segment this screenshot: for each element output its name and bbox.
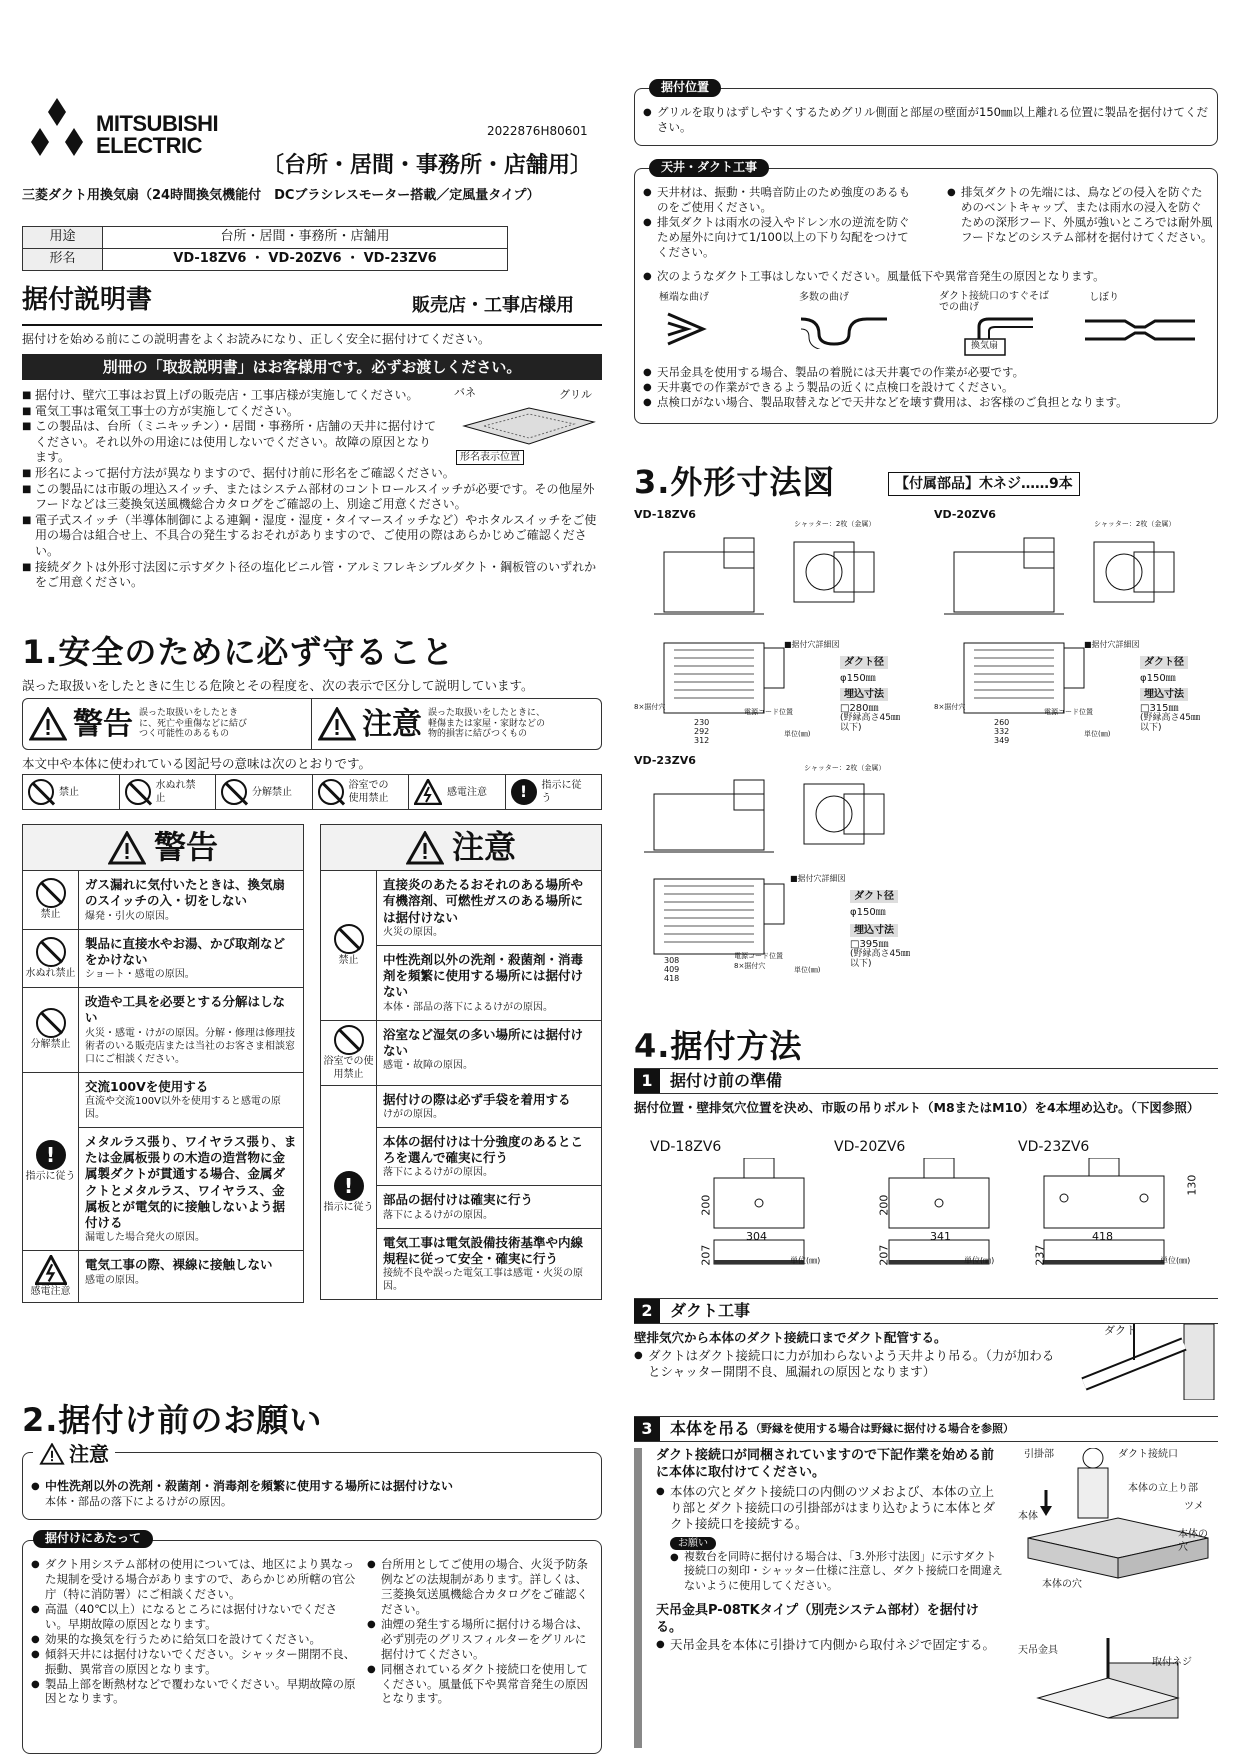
dim-h: 130 [1185, 1174, 1199, 1196]
multiple-bends-icon [799, 309, 889, 349]
caution-sub: 感電・故障の原因。 [383, 1060, 473, 1071]
icon-label: 浴室での使用禁止 [323, 1055, 374, 1080]
install-note: ● 効果的な換気を行うために給気口を設けてください。 [31, 1632, 357, 1647]
grille-label: グリル [559, 388, 592, 401]
model-name: VD-18ZV6 [634, 508, 696, 521]
dim-label: 312 [694, 736, 710, 745]
unit-label: 単位(㎜) [794, 966, 821, 974]
symbol-prohibit [23, 775, 120, 809]
shutter-label: シャッター：2枚（金属） [1094, 520, 1176, 528]
section1-intro: 誤った取扱いをしたときに生じる危険とその程度を、次の表示で区分して説明しています。 [22, 678, 534, 693]
dim-label: 308 [664, 956, 680, 965]
caution-main: 据付けの際は必ず手袋を着用する [383, 1091, 571, 1107]
duct-diameter-tag: ダクト径 [850, 890, 898, 903]
warning-triangle-icon [29, 707, 67, 741]
dim-w: 418 [1092, 1230, 1113, 1243]
avoid-label: ダクト接続口のすぐそばでの曲げ [939, 291, 1049, 313]
warning-desc: 誤った取扱いをしたときに、死亡や重傷などに結びつく可能性のあるもの [139, 707, 248, 740]
caution-word: 注意 [362, 706, 422, 742]
request-list [670, 1550, 1004, 1593]
duct-left-list [643, 185, 913, 260]
step3-bullet: ● 本体の穴とダクト接続口の内側のツメおよび、本体の立上り部とダクト接続口の引掛部がはまり込むように本体とダクト接続口を接続する。 [656, 1484, 1004, 1533]
symbol-label: 感電注意 [447, 786, 487, 798]
warning-main: 電気工事の際、裸線に接触しない [85, 1257, 273, 1273]
title-rule [22, 324, 602, 326]
unit-label: 単位(㎜) [1160, 1256, 1191, 1265]
fig-label: 本体の穴 [1178, 1529, 1208, 1553]
instruction-icon: ! [511, 779, 537, 805]
embed-note: (野縁高さ45㎜以下) [840, 713, 900, 733]
warning-triangle-icon [108, 831, 146, 865]
warning-row [23, 988, 303, 1073]
hanger-bullet: ● 天吊金具を本体に引掛けて内側から取付ネジで固定する。 [656, 1637, 1004, 1653]
fig-label: ツメ [1184, 1501, 1204, 1512]
sharp-bend-icon [663, 309, 713, 349]
model-name: VD-23ZV6 [634, 754, 696, 767]
no-water-icon [125, 779, 151, 805]
note-item: ■ 電気工事は電気工事士の方が実施してください。 [22, 404, 442, 420]
caution-triangle-icon [318, 707, 356, 741]
model-name: VD-18ZV6 [650, 1139, 722, 1155]
step1-figures [634, 1138, 1218, 1268]
caution-sub: 接続不良や誤った電気工事は感電・火災の原因。 [383, 1268, 583, 1292]
caution-table-header [321, 825, 601, 871]
install-note: ● ダクト用システム部材の使用については、地区により異なった規制を受ける場合がありますので、あらかじめ所轄の官公庁（特に消防署）にご相談ください。 [31, 1557, 357, 1602]
note-item: ■ 電子式スイッチ（半導体制御による連鋼・湿度・湿度・タイマースイッチなど）やホタルスイッチをご使用の場合は組合せ上、不具合の発生するおそれがありますので、ご使用の際はあらかじめご確認ください。 [22, 513, 602, 560]
model-name: VD-20ZV6 [834, 1139, 906, 1155]
dim-model-23 [634, 754, 924, 984]
note-item: ■ この製品には市販の埋込スイッチ、またはシステム部材のコントロールスイッチが必要です。その他屋外フードなどは三菱換気送風機総合カタログをご確認の上、別途ご用意ください。 [22, 482, 602, 513]
symbol-label: 指示に従う [541, 780, 582, 804]
ceiling-duct-title: 天井・ダクト工事 [649, 159, 769, 177]
avoid-figures [649, 291, 1209, 355]
vent-label: 換気扇 [971, 341, 999, 351]
note-item: ■ 据付け、壁穴工事はお買上げの販売店・工事店様が実施してください。 [22, 388, 442, 404]
step1-title: 据付け前の準備 [670, 1070, 783, 1090]
duct-diameter-tag: ダクト径 [1140, 656, 1188, 669]
side-view-drawing [634, 768, 924, 868]
caution-group [321, 871, 601, 1021]
screw-hole-label: 8×据付穴 [934, 703, 966, 711]
ceiling-duct-box [634, 160, 1218, 424]
spec-value: 台所・居間・事務所・店舗用 [103, 227, 508, 249]
duct-note: ● 排気ダクトの先端には、鳥などの侵入を防ぐためのベントキャップ、または雨水の浸入を防ぐための深形フード、外風が強いところでは耐外風フードなどのシステム部材を据付けてください。 [947, 185, 1213, 245]
dim-model-20 [934, 508, 1218, 748]
caution-table-title: 注意 [451, 827, 516, 866]
no-bathroom-icon [334, 1025, 364, 1055]
dim-d: 237 [1033, 1244, 1047, 1266]
dim-label: 292 [694, 727, 710, 736]
cord-label: 電源コード位置 [734, 952, 783, 960]
note-item: ■ 接続ダクトは外形寸法図に示すダクト径の塩化ビニル管・アルミフレキシブルダクト・鋼板管のいずれかをご用意ください。 [22, 560, 602, 591]
avoid-label: しぼり [1089, 292, 1119, 303]
avoid-label: 多数の曲げ [799, 292, 849, 303]
electric-shock-icon [414, 779, 442, 805]
fig-label: 本体の穴 [1042, 1579, 1082, 1590]
constriction-icon [1085, 315, 1195, 345]
warning-group [23, 1073, 303, 1252]
shutter-label: シャッター：2枚（金属） [794, 520, 876, 528]
spring-label: バネ [454, 386, 476, 399]
no-water-icon [36, 937, 66, 967]
caution-sub: 落下によるけがの原因。 [383, 1167, 493, 1179]
doc-code: 2022876H80601 [487, 124, 588, 138]
warning-sub: 爆発・引火の原因。 [85, 910, 175, 922]
step3-header [634, 1416, 1218, 1442]
unit-label: 単位(㎜) [784, 730, 811, 738]
duct-note: ● 天井材は、振動・共鳴音防止のため強度のあるものをご使用ください。 [643, 185, 913, 215]
avoid-label: 極端な曲げ [659, 292, 709, 303]
dim-label: 332 [994, 727, 1010, 736]
bottom-view-drawing [934, 638, 1134, 738]
install-note: ● 同梱されているダクト接続口を使用してください。風量低下や異常音発生の原因となります。 [367, 1662, 595, 1707]
step1-number: 1 [634, 1069, 660, 1093]
symbol-no-water [120, 775, 217, 809]
embed-tag: 埋込寸法 [840, 688, 888, 701]
model-name: VD-23ZV6 [1018, 1139, 1090, 1155]
electric-shock-icon [35, 1255, 67, 1285]
step3-number: 3 [634, 1417, 660, 1441]
caution-sub: 本体・部品の落下によるけがの原因。 [383, 1001, 553, 1013]
caution-main: 直接炎のあたるおそれのある場所や有機溶剤、可燃性ガスのある場所には据付けない [383, 877, 584, 925]
embed-size: □315㎜ [1140, 703, 1179, 714]
caution-sub: 落下によるけがの原因。 [383, 1209, 493, 1221]
ceiling-note: ● 天井裏での作業ができるよう製品の近くに点検口を設けてください。 [643, 380, 1213, 395]
icon-label: 感電注意 [30, 1286, 71, 1298]
install-notes-right [367, 1557, 595, 1706]
section3-title: 3.外形寸法図 [634, 463, 836, 501]
step2-title: ダクト工事 [670, 1300, 751, 1320]
caution-sub: けがの原因。 [383, 1108, 443, 1120]
icon-label: 禁止 [40, 909, 61, 921]
warning-sub: ショート・感電の原因。 [85, 969, 195, 980]
duct-diameter: φ150㎜ [1140, 673, 1176, 684]
fig-label: ダクト接続口 [1118, 1449, 1178, 1460]
install-notes-title: 据付けにあたって [33, 1530, 153, 1548]
warning-main: 交流100Vを使用する [85, 1078, 209, 1094]
section1-title: 1.安全のために必ず守ること [22, 633, 455, 671]
icon-label: 指示に従う [323, 1201, 374, 1213]
duct-note: ● 排気ダクトは雨水の浸入やドレン水の逆流を防ぐため屋外に向けて1/100以上の下り勾配をつけてください。 [643, 215, 913, 260]
fig-label: 天吊金具 [1018, 1645, 1058, 1656]
dim-label: 230 [694, 718, 710, 727]
section2-caution-word: 注意 [69, 1442, 109, 1466]
fig-label: 本体の立上り部 [1128, 1483, 1198, 1494]
section4-title: 4.据付方法 [634, 1027, 803, 1065]
symbol-label: 禁止 [59, 786, 79, 798]
warning-sub: 漏電した場合発火の原因。 [85, 1232, 205, 1244]
fig-label: 取付ネジ [1152, 1657, 1192, 1668]
step2-text: 壁排気穴から本体のダクト接続口までダクト配管する。 [634, 1330, 947, 1345]
prohibit-icon [28, 779, 54, 805]
step2-list [634, 1348, 1064, 1381]
step3-title: 本体を吊る [670, 1418, 751, 1438]
install-note: ● 傾斜天井には据付けないでください。シャッター開閉不良、振動、異常音の原因となります。 [31, 1647, 357, 1677]
page-title: 据付説明書 [22, 285, 153, 315]
icon-label: 水ぬれ禁止 [25, 967, 76, 979]
symbol-no-disassembly [216, 775, 313, 809]
brand-logo [22, 98, 262, 158]
banner: 別冊の「取扱説明書」はお客様用です。必ずお渡しください。 [22, 354, 602, 380]
symbols-intro: 本文中や本体に使われている図記号の意味は次のとおりです。 [22, 756, 372, 771]
ceiling-note: ● 点検口がない場合、製品取替えなどで天井などを壊す費用は、お客様のご負担となります。 [643, 395, 1213, 410]
note-item: ■ この製品は、台所（ミニキッチン）・居間・事務所・店舗の天井に据付けてください。それ以外の用途には使用しないでください。故障の原因となります。 [22, 419, 442, 466]
warning-row [23, 1251, 303, 1302]
grille-figure [454, 386, 604, 466]
warning-sub: 感電の原因。 [85, 1274, 145, 1286]
shutter-label: シャッター：2枚（金属） [804, 764, 886, 772]
section2-caution-main: ● 中性洗剤以外の洗剤・殺菌剤・消毒剤を頻繁に使用する場所には据付けない [31, 1479, 593, 1495]
instruction-icon: ! [334, 1171, 364, 1201]
warning-sub: 直流や交流100V以外を使用すると感電の原因。 [85, 1095, 281, 1120]
caution-sub: 火災の原因。 [383, 926, 443, 938]
caution-row [321, 1021, 601, 1086]
request-tag: お願い [670, 1537, 716, 1550]
section2-caution-sub: 本体・部品の落下によるけがの原因。 [45, 1494, 232, 1508]
caution-main: 電気工事は電気設備技術基準や内線規程に従って安全・確実に行う [383, 1234, 584, 1266]
side-view-drawing [934, 522, 1218, 632]
hanger-text: 天吊金具P-08TKタイプ（別売システム部材）を据付ける。 [656, 1603, 979, 1635]
bottom-view-drawing [634, 638, 834, 738]
install-note: ● 製品上部を断熱材などで覆わないでください。早期故障の原因となります。 [31, 1677, 357, 1707]
section2-title: 2.据付け前のお願い [22, 1401, 323, 1439]
embed-note: (野縁高さ45㎜以下) [1140, 713, 1200, 733]
screw-hole-label: 8×据付穴 [634, 703, 666, 711]
step2-number: 2 [634, 1299, 660, 1323]
step3-title-note: （野縁を使用する場合は野縁に据付ける場合を参照） [750, 1421, 1015, 1435]
caution-group [321, 1086, 601, 1300]
step3-lead: ダクト接続口が同梱されていますので下記作業を始める前に本体に取付けてください。 [656, 1448, 995, 1480]
mount-detail-label: ■据付穴詳細図 [1084, 640, 1140, 649]
warning-table-title: 警告 [153, 827, 218, 866]
embed-note: (野縁高さ45㎜以下) [850, 949, 910, 969]
dim-h: 200 [877, 1194, 891, 1216]
unit-label: 単位(㎜) [790, 1256, 821, 1265]
caution-main: 浴室など湿気の多い場所には据付けない [383, 1026, 584, 1058]
step3-list [656, 1484, 1004, 1533]
warning-table-header [23, 825, 303, 871]
caution-triangle-icon [39, 1443, 65, 1465]
caution-main: 中性洗剤以外の洗剤・殺菌剤・消毒剤を頻繁に使用する場所には据付けない [383, 951, 584, 1000]
caution-main: 部品の据付けは確実に行う [383, 1192, 534, 1208]
caution-main: 本体の据付けは十分強度のあるところを選んで確実に行う [383, 1133, 584, 1165]
location-title: 据付位置 [649, 79, 721, 97]
warning-word: 警告 [73, 706, 133, 742]
three-diamonds-icon [22, 98, 92, 158]
spec-label: 用途 [23, 227, 103, 249]
avoid-text: ● 次のようなダクト工事はしないでください。風量低下や異常音発生の原因となります。 [643, 269, 1213, 284]
section2-caution-box [22, 1442, 602, 1520]
duct-diameter-tag: ダクト径 [840, 656, 888, 669]
install-notes-box [22, 1531, 602, 1754]
symbol-label: 浴室での使用禁止 [348, 780, 389, 804]
brand-line2: ELECTRIC [96, 133, 202, 158]
location-box [634, 80, 1218, 146]
fig-label: 引掛部 [1024, 1449, 1054, 1460]
request-text: ● 複数台を同時に据付ける場合は、「3.外形寸法図」に示すダクト接続口の刻印・シャッター仕様に注意し、ダクト接続口を間違えないように使用してください。 [670, 1550, 1004, 1593]
nameplate-label: 形名表示位置 [456, 450, 524, 465]
dim-label: 418 [664, 974, 680, 983]
mount-detail-label: ■据付穴詳細図 [790, 874, 846, 883]
step1-text: 据付位置・壁排気穴位置を決め、市販の吊りボルト（M8またはM10）を4本埋め込む。（下図参照） [634, 1100, 1200, 1115]
install-note: ● 高温（40℃以上）になるところには据付けないでください。早期故障の原因となります。 [31, 1602, 357, 1632]
dim-label: 409 [664, 965, 680, 974]
screw-hole-label: 8×据付穴 [734, 962, 766, 970]
mount-detail-label: ■据付穴詳細図 [784, 640, 840, 649]
usage-heading: 〔台所・居間・事務所・店舗用〕 [262, 153, 593, 178]
prohibit-icon [36, 878, 66, 908]
dim-w: 304 [746, 1230, 767, 1243]
warning-row [23, 871, 303, 930]
no-bathroom-icon [318, 779, 344, 805]
step3-figure [1018, 1448, 1218, 1748]
fig-label: 本体 [1018, 1511, 1038, 1522]
no-disassembly-icon [221, 779, 247, 805]
dim-d: 207 [877, 1244, 891, 1266]
install-note: ● 台所用としてご使用の場合、火災予防条例などの法規制があります。詳しくは、三菱換気送風機総合カタログをご確認ください。 [367, 1557, 595, 1617]
dim-w: 341 [930, 1230, 951, 1243]
install-notes-left [31, 1557, 357, 1706]
dim-label: 349 [994, 736, 1010, 745]
accessory-label: 【付属部品】木ネジ……9本 [888, 472, 1080, 496]
unit-label: 単位(㎜) [1084, 730, 1111, 738]
symbol-follow [506, 775, 602, 809]
caution-desc: 誤った取扱いをしたときに、軽傷または家屋・家財などの物的損害に結びつくもの [428, 707, 546, 740]
warning-row [23, 930, 303, 989]
caution-triangle-icon [406, 831, 444, 865]
step2-header [634, 1298, 1218, 1324]
hanger-list [656, 1637, 1004, 1653]
prohibit-icon [334, 924, 364, 954]
no-disassembly-icon [36, 1008, 66, 1038]
caution-table [320, 824, 602, 1300]
instruction-icon: ! [36, 1140, 66, 1170]
dim-model-18 [634, 508, 924, 748]
intro-text: 据付けを始める前にこの説明書をよくお読みになり、正しく安全に据付けてください。 [22, 332, 491, 346]
note-item: ■ 形名によって据付方法が異なりますので、据付け前に形名をご確認ください。 [22, 466, 602, 482]
bolt-layout-drawing-23 [1034, 1158, 1204, 1268]
warning-sub: 火災・感電・けがの原因。分解・修理は修理技術者のいる販売店または当社のお客さま相談窓口にご相談ください。 [85, 1027, 295, 1065]
section2-caution-head [33, 1441, 115, 1467]
duct-figure [1074, 1324, 1218, 1400]
brand-line1: MITSUBISHI [96, 111, 219, 136]
install-note: ● 油煙の発生する場所に据付ける場合は、必ず別売のグリスフィルターをグリルに据付けてください。 [367, 1617, 595, 1662]
product-line: 三菱ダクト用換気扇（24時間換気機能付 DCブラシレスモーター搭載／定風量タイプ） [22, 188, 540, 203]
warning-main: ガス漏れに気付いたときは、換気扇のスイッチの入・切をしない [85, 877, 286, 909]
warning-table [22, 824, 304, 1303]
location-text: ● グリルを取りはずしやすくするためグリル側面と部屋の壁面が150㎜以上離れる位置に製品を据付けてください。 [643, 105, 1209, 135]
audience: 販売店・工事店様用 [412, 295, 574, 316]
spec-table [22, 226, 508, 271]
unit-label: 単位(㎜) [964, 1256, 995, 1265]
warning-main: 製品に直接水やお湯、かび取剤などをかけない [85, 935, 286, 967]
spec-label: 形名 [23, 249, 103, 271]
icon-label: 指示に従う [25, 1170, 76, 1182]
icon-label: 分解禁止 [30, 1039, 71, 1051]
side-view-drawing [634, 522, 924, 632]
warning-main: 改造や工具を必要とする分解はしない [85, 994, 286, 1026]
warning-main: メタルラス張り、ワイヤラス張り、または金属板張りの木造の造営物に金属製ダクトが貫通する場合、金属ダクトとメタルラス、ワイヤラス、金属板とが電気的に接触しないよう据付ける [85, 1133, 297, 1230]
symbol-no-bathroom [313, 775, 410, 809]
embed-size: □395㎜ [850, 939, 889, 950]
ceiling-notes [643, 365, 1213, 410]
dim-label: 260 [994, 718, 1010, 727]
signal-legend [22, 698, 602, 750]
dim-h: 200 [699, 1194, 713, 1216]
ceiling-note: ● 天吊金具を使用する場合、製品の着脱には天井裏での作業が必要です。 [643, 365, 1213, 380]
model-name: VD-20ZV6 [934, 508, 996, 521]
embed-tag: 埋込寸法 [850, 924, 898, 937]
dim-d: 207 [699, 1244, 713, 1266]
step3-body [634, 1448, 1004, 1748]
step2-bullet: ● ダクトはダクト接続口に力が加わらないよう天井より吊る。（力が加わるとシャッター開閉不良、風漏れの原因となります） [634, 1348, 1064, 1381]
embed-tag: 埋込寸法 [1140, 688, 1188, 701]
symbol-electric-shock [409, 775, 506, 809]
symbols-row [22, 774, 602, 810]
duct-diameter: φ150㎜ [840, 673, 876, 684]
duct-diameter: φ150㎜ [850, 907, 886, 918]
spec-value: VD-18ZV6 ・ VD-20ZV6 ・ VD-23ZV6 [103, 249, 508, 271]
symbol-label: 水ぬれ禁止 [155, 780, 196, 804]
symbol-label: 分解禁止 [252, 786, 292, 798]
embed-size: □280㎜ [840, 703, 879, 714]
step1-header [634, 1068, 1218, 1094]
cord-label: 電源コード位置 [744, 708, 793, 716]
icon-label: 禁止 [338, 954, 359, 966]
cord-label: 電源コード位置 [1044, 708, 1093, 716]
duct-label: ダクト [1104, 1324, 1137, 1337]
duct-right-list [947, 185, 1213, 245]
